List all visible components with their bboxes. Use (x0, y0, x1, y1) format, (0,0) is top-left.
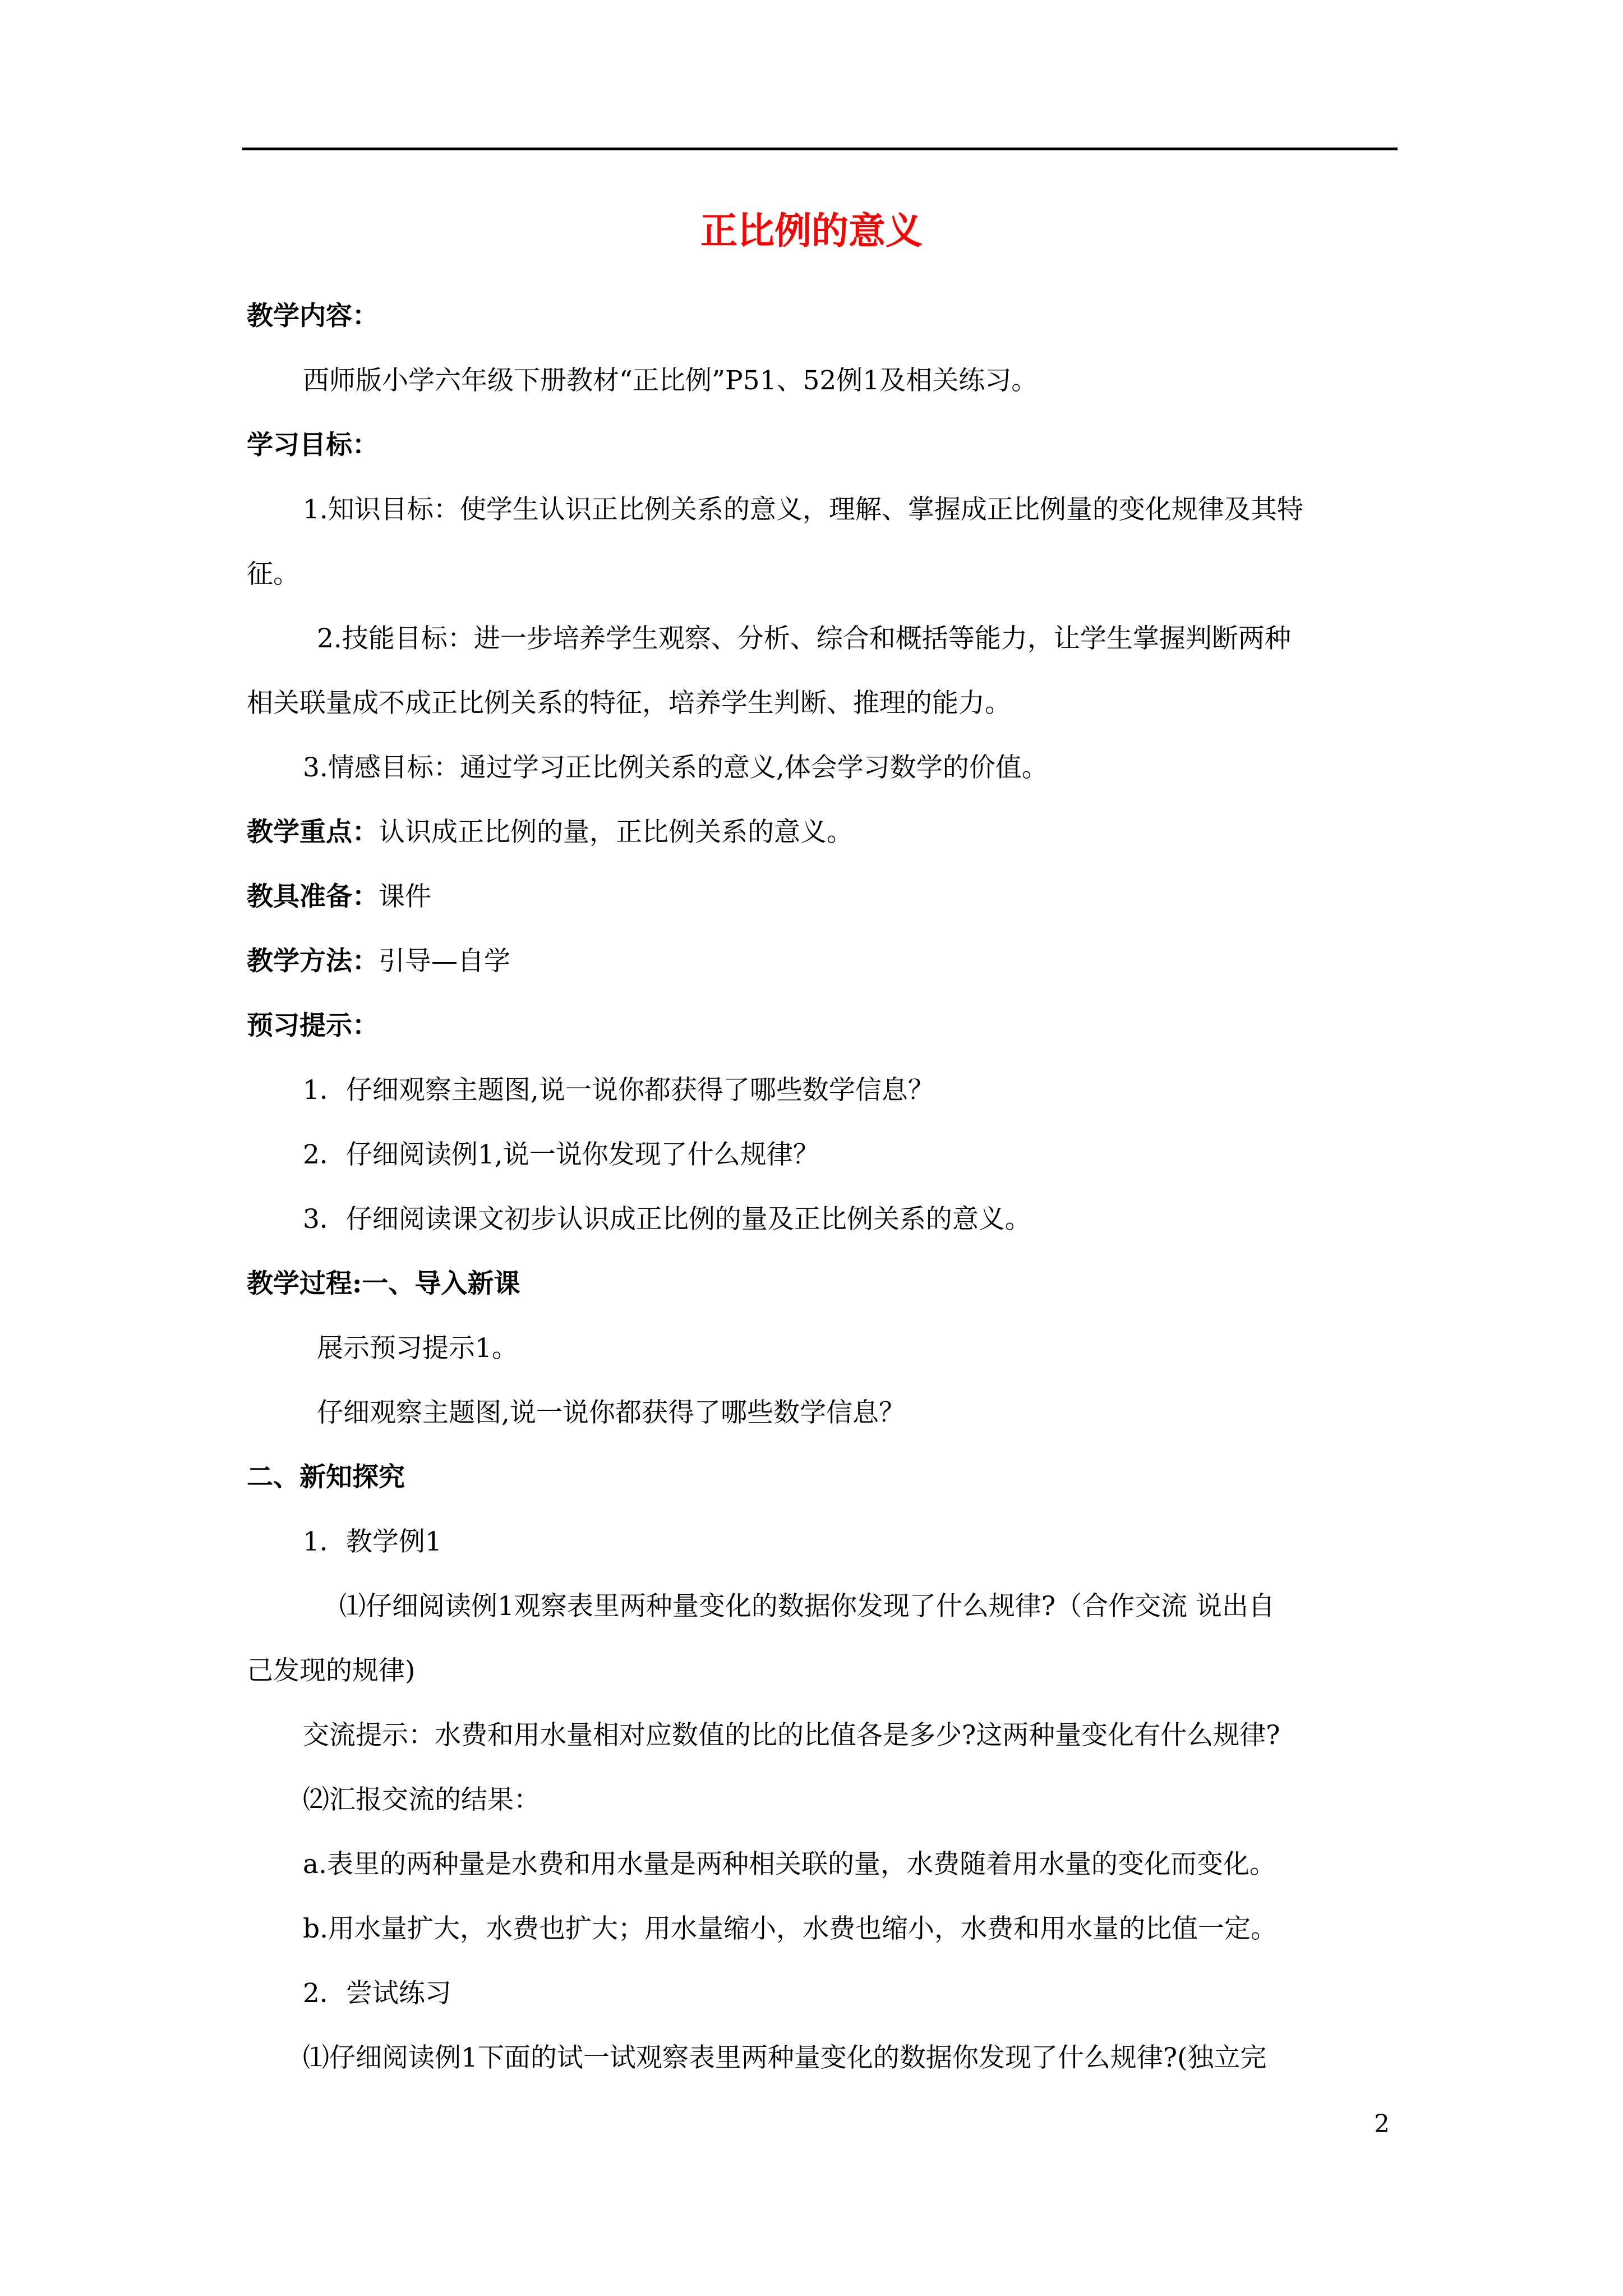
list-item: 2．尝试练习 (303, 1978, 451, 2009)
paragraph-line: 征。 (247, 559, 299, 590)
paragraph-line: 1.知识目标：使学生认识正比例关系的意义，理解、掌握成正比例量的变化规律及其特 (303, 494, 1303, 525)
key-point-line (247, 817, 853, 848)
paragraph-line: b.用水量扩大，水费也扩大；用水量缩小，水费也缩小，水费和用水量的比值一定。 (303, 1913, 1278, 1944)
section-heading-goals: 学习目标： (247, 430, 379, 461)
list-item: 2．仔细阅读例1,说一说你发现了什么规律？ (303, 1139, 819, 1170)
key-point-label: 教学重点： (247, 817, 379, 848)
paragraph-line: 相关联量成不成正比例关系的特征，培养学生判断、推理的能力。 (247, 688, 1011, 719)
paragraph-line: ⑴仔细阅读例1观察表里两种量变化的数据你发现了什么规律?（合作交流 说出自 (339, 1591, 1275, 1622)
method-label: 教学方法： (247, 946, 379, 977)
paragraph-line: ⑵汇报交流的结果： (303, 1784, 540, 1815)
paragraph-line: ⑴仔细阅读例1下面的试一试观察表里两种量变化的数据你发现了什么规律?(独立完 (303, 2042, 1267, 2073)
list-item: 1．仔细观察主题图,说一说你都获得了哪些数学信息？ (303, 1075, 934, 1106)
header-rule (242, 148, 1398, 150)
paragraph-line: 交流提示：水费和用水量相对应数值的比的比值各是多少?这两种量变化有什么规律? (303, 1720, 1280, 1751)
method-text: 引导—自学 (379, 946, 510, 977)
key-point-text: 认识成正比例的量，正比例关系的意义。 (379, 817, 853, 848)
method-line (247, 946, 510, 977)
list-item: 1．教学例1 (303, 1526, 442, 1557)
page-number: 2 (1374, 2110, 1390, 2138)
paragraph-line: a.表里的两种量是水费和用水量是两种相关联的量，水费随着用水量的变化而变化。 (303, 1849, 1276, 1880)
section-heading-explore: 二、新知探究 (247, 1462, 405, 1493)
paragraph-line: 仔细观察主题图,说一说你都获得了哪些数学信息？ (317, 1397, 905, 1428)
paragraph-line: 3.情感目标：通过学习正比例关系的意义,体会学习数学的价值。 (303, 752, 1048, 783)
materials-label: 教具准备： (247, 881, 379, 912)
page-title: 正比例的意义 (700, 209, 923, 252)
section-heading-process: 教学过程:一、导入新课 (247, 1268, 520, 1299)
paragraph-line: 西师版小学六年级下册教材“正比例”P51、52例1及相关练习。 (303, 365, 1038, 396)
section-heading-preview: 预习提示： (247, 1010, 379, 1041)
section-heading-content: 教学内容： (247, 301, 379, 332)
materials-line (247, 881, 431, 912)
paragraph-line: 己发现的规律) (247, 1655, 416, 1686)
materials-text: 课件 (379, 881, 431, 912)
paragraph-line: 展示预习提示1。 (317, 1333, 518, 1364)
paragraph-line: 2.技能目标：进一步培养学生观察、分析、综合和概括等能力，让学生掌握判断两种 (317, 623, 1291, 654)
list-item: 3．仔细阅读课文初步认识成正比例的量及正比例关系的意义。 (303, 1204, 1031, 1235)
